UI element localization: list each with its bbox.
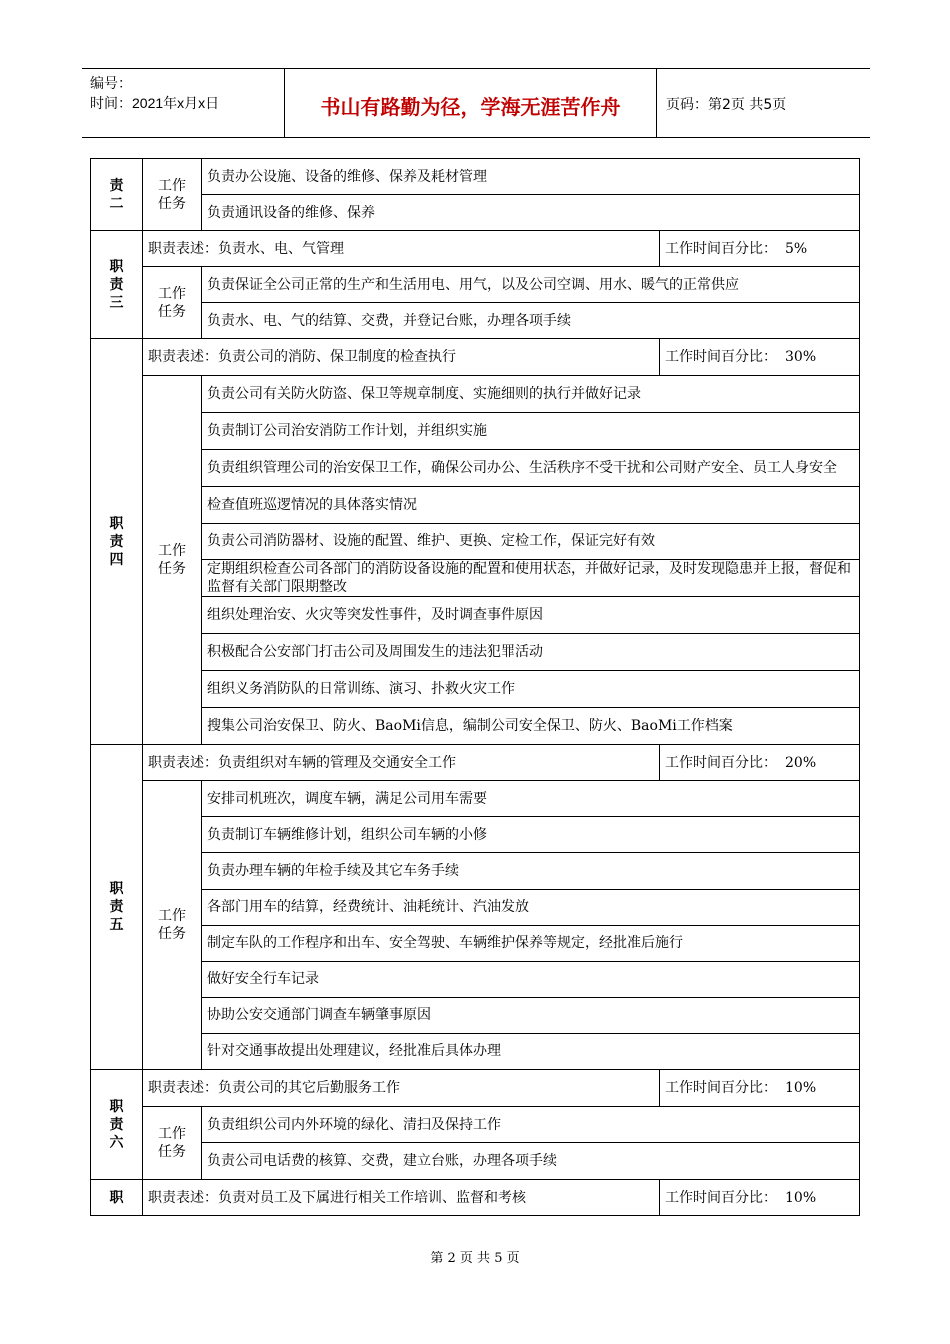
duty-description xyxy=(143,339,660,376)
time-percentage xyxy=(660,1180,860,1216)
task-item: 负责制订车辆维修计划，组织公司车辆的小修 xyxy=(202,817,860,853)
task-row xyxy=(91,853,860,889)
task-row xyxy=(91,195,860,231)
time-percentage xyxy=(660,745,860,781)
duty-description xyxy=(143,1070,660,1107)
duties-table xyxy=(90,158,860,1216)
task-row xyxy=(91,523,860,560)
pct-value: 5% xyxy=(785,240,808,257)
number-label: 编号： xyxy=(90,75,132,91)
task-row xyxy=(91,267,860,303)
task-row xyxy=(91,781,860,817)
task-item: 负责组织管理公司的治安保卫工作，确保公司办公、生活秩序不受干扰和公司财产安全、员工人身安全 xyxy=(202,449,860,486)
desc-prefix: 职责表述： xyxy=(148,1079,218,1096)
task-row xyxy=(91,1143,860,1180)
desc-text: 负责组织对车辆的管理及交通安全工作 xyxy=(218,754,456,771)
pct-prefix: 工作时间百分比： xyxy=(665,1189,777,1206)
task-item: 安排司机班次，调度车辆，满足公司用车需要 xyxy=(202,781,860,817)
task-row xyxy=(91,159,860,195)
task-item: 协助公安交通部门调查车辆肇事原因 xyxy=(202,997,860,1033)
task-item: 负责保证全公司正常的生产和生活用电、用气，以及公司空调、用水、暖气的正常供应 xyxy=(202,267,860,303)
duty-title: 职 责 六 xyxy=(91,1070,143,1180)
duty-desc-row xyxy=(91,1070,860,1107)
work-tasks-label: 工作 任务 xyxy=(143,159,202,231)
task-item: 做好安全行车记录 xyxy=(202,961,860,997)
pct-value: 10% xyxy=(785,1079,817,1096)
desc-text: 负责公司的消防、保卫制度的检查执行 xyxy=(218,348,456,365)
desc-prefix: 职责表述： xyxy=(148,240,218,257)
header-meta xyxy=(90,73,219,113)
work-tasks-label: 工作 任务 xyxy=(143,375,202,744)
work-tasks-label: 工作 任务 xyxy=(143,781,202,1070)
task-row xyxy=(91,486,860,523)
header-page-info: 页码：第2页 共5页 xyxy=(666,97,787,113)
desc-prefix: 职责表述： xyxy=(148,754,218,771)
task-item: 搜集公司治安保卫、防火、BaoMi信息，编制公司安全保卫、防火、BaoMi工作档案 xyxy=(202,708,860,745)
task-row xyxy=(91,817,860,853)
duty-title: 职 责 四 xyxy=(91,339,143,745)
task-item: 制定车队的工作程序和出车、安全驾驶、车辆维护保养等规定，经批准后施行 xyxy=(202,925,860,961)
duty-description xyxy=(143,1180,660,1216)
date-label: 时间：2021年x月x日 xyxy=(90,95,220,111)
task-row xyxy=(91,412,860,449)
duty-title: 职 责 三 xyxy=(91,231,143,339)
task-row xyxy=(91,303,860,339)
header-motto: 书山有路勤为径，学海无涯苦作舟 xyxy=(320,95,621,119)
page-header xyxy=(82,68,870,138)
pct-value: 30% xyxy=(785,348,817,365)
task-row xyxy=(91,449,860,486)
task-row xyxy=(91,1033,860,1069)
task-item: 负责通讯设备的维修、保养 xyxy=(202,195,860,231)
time-percentage xyxy=(660,231,860,267)
task-item: 积极配合公安部门打击公司及周围发生的违法犯罪活动 xyxy=(202,634,860,671)
task-row xyxy=(91,961,860,997)
pct-value: 20% xyxy=(785,754,817,771)
duty-desc-row xyxy=(91,1180,860,1216)
task-row xyxy=(91,1106,860,1143)
task-row xyxy=(91,634,860,671)
desc-text: 负责公司的其它后勤服务工作 xyxy=(218,1079,400,1096)
task-row xyxy=(91,560,860,597)
task-item: 各部门用车的结算，经费统计、油耗统计、汽油发放 xyxy=(202,889,860,925)
task-item: 定期组织检查公司各部门的消防设备设施的配置和使用状态，并做好记录，及时发现隐患并上报，督促和监督有关部门限期整改 xyxy=(202,560,860,597)
task-item: 负责公司有关防火防盗、保卫等规章制度、实施细则的执行并做好记录 xyxy=(202,375,860,412)
time-percentage xyxy=(660,1070,860,1107)
task-row xyxy=(91,889,860,925)
task-item: 检查值班巡逻情况的具体落实情况 xyxy=(202,486,860,523)
task-row xyxy=(91,925,860,961)
task-item: 负责水、电、气的结算、交费，并登记台账，办理各项手续 xyxy=(202,303,860,339)
duty-desc-row xyxy=(91,231,860,267)
pct-prefix: 工作时间百分比： xyxy=(665,240,777,257)
time-percentage xyxy=(660,339,860,376)
desc-prefix: 职责表述： xyxy=(148,1189,218,1206)
duty-title: 责 二 xyxy=(91,159,143,231)
task-row xyxy=(91,671,860,708)
task-item: 组织义务消防队的日常训练、演习、扑救火灾工作 xyxy=(202,671,860,708)
pct-prefix: 工作时间百分比： xyxy=(665,348,777,365)
task-row xyxy=(91,997,860,1033)
page-footer: 第 2 页 共 5 页 xyxy=(430,1251,520,1266)
desc-text: 负责水、电、气管理 xyxy=(218,240,344,257)
pct-prefix: 工作时间百分比： xyxy=(665,754,777,771)
duty-desc-row xyxy=(91,339,860,376)
task-row xyxy=(91,375,860,412)
duty-title: 职 xyxy=(91,1180,143,1216)
task-item: 负责公司消防器材、设施的配置、维护、更换、定检工作，保证完好有效 xyxy=(202,523,860,560)
task-item: 针对交通事故提出处理建议，经批准后具体办理 xyxy=(202,1033,860,1069)
task-row xyxy=(91,708,860,745)
task-item: 负责办理车辆的年检手续及其它车务手续 xyxy=(202,853,860,889)
work-tasks-label: 工作 任务 xyxy=(143,1106,202,1179)
duty-desc-row xyxy=(91,745,860,781)
task-item: 负责公司电话费的核算、交费，建立台账，办理各项手续 xyxy=(202,1143,860,1180)
task-row xyxy=(91,597,860,634)
pct-value: 10% xyxy=(785,1189,817,1206)
header-divider xyxy=(656,69,657,137)
duty-title: 职 责 五 xyxy=(91,745,143,1070)
task-item: 负责组织公司内外环境的绿化、清扫及保持工作 xyxy=(202,1106,860,1143)
duty-description xyxy=(143,745,660,781)
pct-prefix: 工作时间百分比： xyxy=(665,1079,777,1096)
work-tasks-label: 工作 任务 xyxy=(143,267,202,339)
task-item: 负责办公设施、设备的维修、保养及耗材管理 xyxy=(202,159,860,195)
desc-text: 负责对员工及下属进行相关工作培训、监督和考核 xyxy=(218,1189,526,1206)
desc-prefix: 职责表述： xyxy=(148,348,218,365)
duty-description xyxy=(143,231,660,267)
task-item: 组织处理治安、火灾等突发性事件，及时调查事件原因 xyxy=(202,597,860,634)
task-item: 负责制订公司治安消防工作计划，并组织实施 xyxy=(202,412,860,449)
